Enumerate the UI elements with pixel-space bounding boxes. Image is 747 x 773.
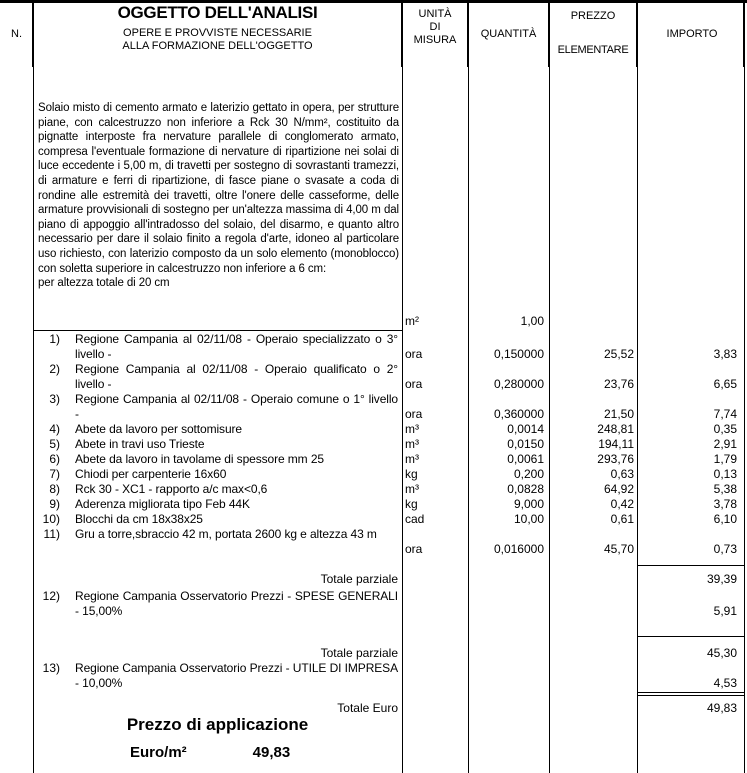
item-unit: ora (405, 347, 423, 361)
item-unit-price: 25,52 (603, 347, 634, 361)
object-unit: m² (405, 314, 419, 328)
item-unit: ora (405, 377, 423, 391)
item-unit-price: 21,50 (603, 407, 634, 421)
item-description: Abete da lavoro in tavolame di spessore mm 25 (75, 452, 324, 466)
table-row (0, 332, 747, 362)
application-price-row (130, 744, 290, 761)
item-number: 4) (49, 422, 60, 436)
item-quantity: 0,0014 (507, 422, 544, 436)
object-description-text: Solaio misto di cemento armato e laterizio gettato in opera, per strutture piane, con calcestruzzo non inferiore a Rck 30 N/mm², costituito da pignatte interposte fra nervature parallele di conglomerato armato, compresa l'eventuale formazione di nervature di ripartizione nei solai di luce eccedente i 5,00 m, di travetti per sostegno di sovrastanti tramezzi, di armature e ferri di ripartizione, di fasce piane o svasate a coda di rondine alle estremità dei travetti, oltre l'onere delle casseforme, delle armature provvisionali di sostegno per un'altezza massima di 4,00 m dal piano di appoggio all'intradosso del solaio, del disarmo, e quanto altro necessario per dare il solaio finito a regola d'arte, idoneo al particolare uso richiesto, con laterizio composto da un solo elemento (monoblocco) con soletta superiore in calcestruzzo non inferiore a 6 cm: (38, 102, 399, 275)
item-description: Gru a torre,sbraccio 42 m, portata 2600 kg e altezza 43 m (75, 527, 377, 541)
item-unit: m³ (405, 452, 419, 466)
table-row (0, 362, 747, 392)
item-unit-price: 194,11 (598, 437, 634, 451)
amount-subtotal-line (638, 636, 744, 637)
table-row (0, 527, 747, 557)
item-amount: 6,65 (713, 377, 737, 391)
table-row (0, 482, 747, 497)
item-quantity: 0,0150 (507, 437, 544, 451)
item-unit-price: 0,61 (610, 512, 634, 526)
item-quantity: 0,150000 (493, 347, 544, 361)
item-amount: 5,38 (713, 482, 737, 496)
object-measure-row (0, 314, 747, 329)
object-quantity: 1,00 (520, 314, 544, 328)
item-quantity: 0,200 (513, 467, 544, 481)
item-unit-price: 0,63 (610, 467, 634, 481)
item-unit: m³ (405, 437, 419, 451)
item-number: 7) (49, 467, 60, 481)
item-amount: 0,73 (713, 542, 737, 556)
item-quantity: 10,00 (513, 512, 544, 526)
item-unit-price: 0,42 (610, 497, 634, 511)
item-description: Regione Campania al 02/11/08 - Operaio qualificato o 2° livello - (75, 362, 398, 391)
item-unit-price: 45,70 (603, 542, 634, 556)
table-row (0, 422, 747, 437)
object-description (38, 101, 399, 291)
item-amount: 6,10 (713, 512, 737, 526)
item-number: 2) (49, 362, 60, 376)
item-amount: 1,79 (713, 452, 737, 466)
item-number: 12) (42, 589, 60, 603)
subtotal-amount: 39,39 (706, 572, 737, 586)
item-unit: cad (405, 512, 425, 526)
item-number: 3) (49, 392, 60, 406)
table-row (0, 467, 747, 482)
header-col-price-line1: PREZZO (570, 10, 616, 22)
header-col-quantity: QUANTITÀ (480, 28, 537, 40)
item-number: 5) (49, 437, 60, 451)
object-description-variant: per altezza totale di 20 cm (38, 277, 170, 290)
subtotal-label: Totale parziale (320, 646, 398, 660)
item-quantity: 0,0061 (507, 452, 544, 466)
item-unit: kg (405, 497, 418, 511)
item-number: 9) (49, 497, 60, 511)
item-unit: ora (405, 407, 423, 421)
item-amount: 0,35 (713, 422, 737, 436)
item-amount: 4,53 (713, 676, 737, 690)
total-euro-amount: 49,83 (706, 701, 737, 715)
page-subtitle-1: OPERE E PROVVISTE NECESSARIE (123, 27, 312, 39)
item-number: 6) (49, 452, 60, 466)
item-amount: 0,13 (713, 467, 737, 481)
item-unit: m³ (405, 422, 419, 436)
application-price-value: 49,83 (252, 744, 291, 761)
item-description: Rck 30 - XC1 - rapporto a/c max<0,6 (75, 482, 268, 496)
item-unit: ora (405, 542, 423, 556)
item-amount: 3,78 (713, 497, 737, 511)
page-subtitle-2: ALLA FORMAZIONE DELL'OGGETTO (122, 40, 313, 52)
total-euro-label: Totale Euro (337, 701, 398, 715)
subtotal-row (0, 646, 747, 661)
description-separator (33, 330, 402, 331)
header-col-price-line2: ELEMENTARE (557, 44, 629, 56)
item-quantity: 0,360000 (493, 407, 544, 421)
table-row (0, 512, 747, 527)
item-unit-price: 23,76 (603, 377, 634, 391)
subtotal-label: Totale parziale (320, 572, 398, 586)
item-description: Regione Campania al 02/11/08 - Operaio specializzato o 3° livello - (75, 332, 398, 361)
item-unit-price: 248,81 (597, 422, 634, 436)
item-description: Regione Campania Osservatorio Prezzi - UTILE DI IMPRESA - 10,00% (75, 661, 398, 690)
application-price-unit: Euro/m² (130, 744, 187, 761)
item-number: 11) (43, 527, 60, 541)
table-row (0, 437, 747, 452)
table-row (0, 589, 747, 619)
subtotal-row (0, 572, 747, 587)
header-col-unit: UNITÀ DI MISURA (413, 8, 457, 46)
header-col-amount: IMPORTO (666, 28, 718, 40)
page-title: OGGETTO DELL'ANALISI (117, 3, 318, 22)
amount-subtotal-line (638, 565, 744, 566)
subtotal-amount: 45,30 (706, 646, 737, 660)
item-quantity: 0,0828 (507, 482, 544, 496)
item-amount: 3,83 (713, 347, 737, 361)
header-col-n: N. (11, 28, 22, 40)
item-number: 13) (42, 661, 60, 675)
items-block (0, 332, 747, 557)
item-unit: kg (405, 467, 418, 481)
item-description: Blocchi da cm 18x38x25 (75, 512, 203, 526)
item-description: Regione Campania Osservatorio Prezzi - SPESE GENERALI - 15,00% (75, 589, 398, 618)
item-unit: m³ (405, 482, 419, 496)
table-row (0, 497, 747, 512)
item-description: Regione Campania al 02/11/08 - Operaio comune o 1° livello - (75, 392, 398, 421)
application-price-title: Prezzo di applicazione (126, 715, 309, 734)
item-description: Abete da lavoro per sottomisure (75, 422, 242, 436)
item-amount: 2,91 (713, 437, 737, 451)
item-quantity: 0,016000 (493, 542, 544, 556)
amount-total-line-2 (638, 695, 744, 696)
item-unit-price: 293,76 (597, 452, 634, 466)
item-description: Chiodi per carpenterie 16x60 (75, 467, 227, 481)
item-amount: 5,91 (713, 604, 737, 618)
total-euro-row (0, 701, 747, 716)
table-row (0, 661, 747, 691)
item-quantity: 9,000 (513, 497, 544, 511)
table-row (0, 392, 747, 422)
item-quantity: 0,280000 (493, 377, 544, 391)
table-row (0, 452, 747, 467)
amount-total-line-1 (638, 692, 744, 693)
item-number: 8) (49, 482, 60, 496)
item-number: 10) (42, 512, 60, 526)
item-amount: 7,74 (713, 407, 737, 421)
item-description: Abete in travi uso Trieste (75, 437, 205, 451)
item-description: Aderenza migliorata tipo Feb 44K (75, 497, 250, 511)
item-unit-price: 64,92 (603, 482, 634, 496)
item-number: 1) (49, 332, 60, 346)
